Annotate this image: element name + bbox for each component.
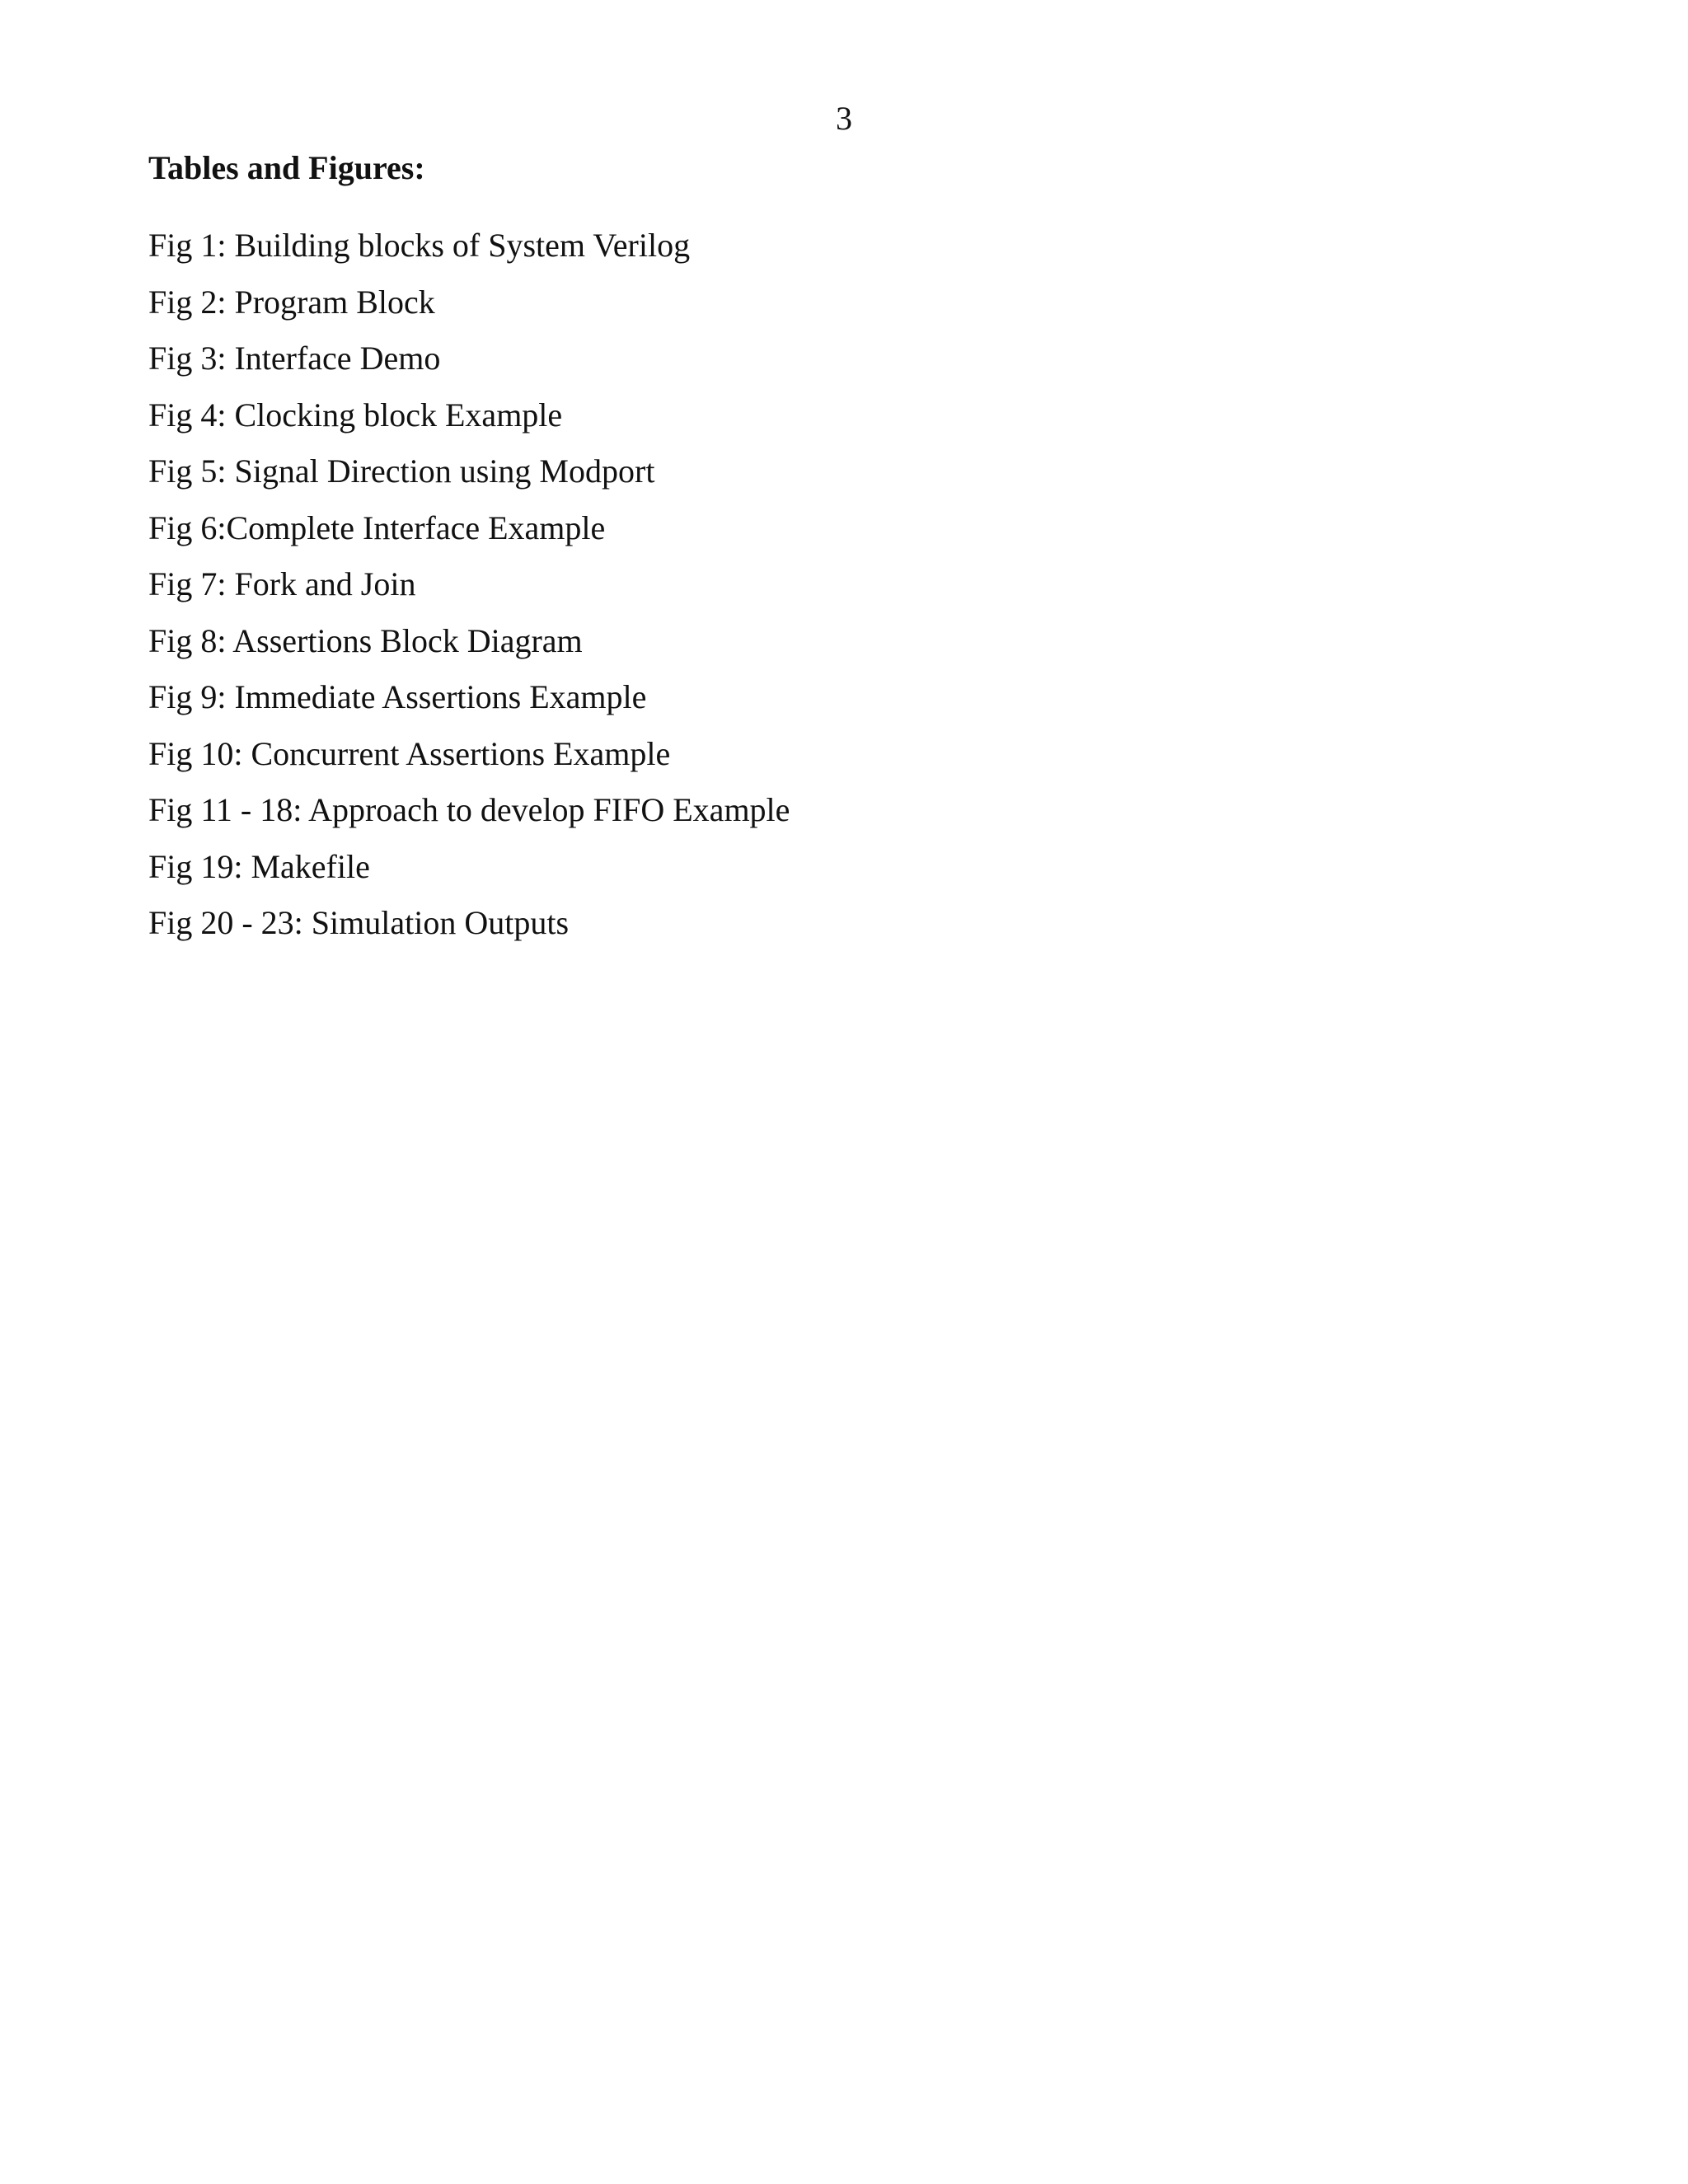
figure-list-item: Fig 8: Assertions Block Diagram <box>148 621 583 659</box>
figure-list-item: Fig 19: Makefile <box>148 847 370 885</box>
section-heading: Tables and Figures: <box>148 149 425 186</box>
figure-list-item: Fig 11 - 18: Approach to develop FIFO Example <box>148 791 790 828</box>
figure-list-item: Fig 5: Signal Direction using Modport <box>148 452 655 490</box>
figure-list-item: Fig 3: Interface Demo <box>148 340 441 377</box>
figure-list-item: Fig 10: Concurrent Assertions Example <box>148 734 671 772</box>
figure-list-item: Fig 9: Immediate Assertions Example <box>148 678 647 715</box>
figure-list-item: Fig 2: Program Block <box>148 283 435 321</box>
figure-list-item: Fig 1: Building blocks of System Verilog <box>148 227 691 264</box>
figure-list-item: Fig 20 - 23: Simulation Outputs <box>148 904 570 941</box>
figure-list-item: Fig 7: Fork and Join <box>148 565 416 602</box>
page-number: 3 <box>836 100 852 137</box>
figure-list <box>148 218 790 952</box>
figure-list-item: Fig 4: Clocking block Example <box>148 396 563 434</box>
figure-list-item: Fig 6:Complete Interface Example <box>148 509 606 546</box>
